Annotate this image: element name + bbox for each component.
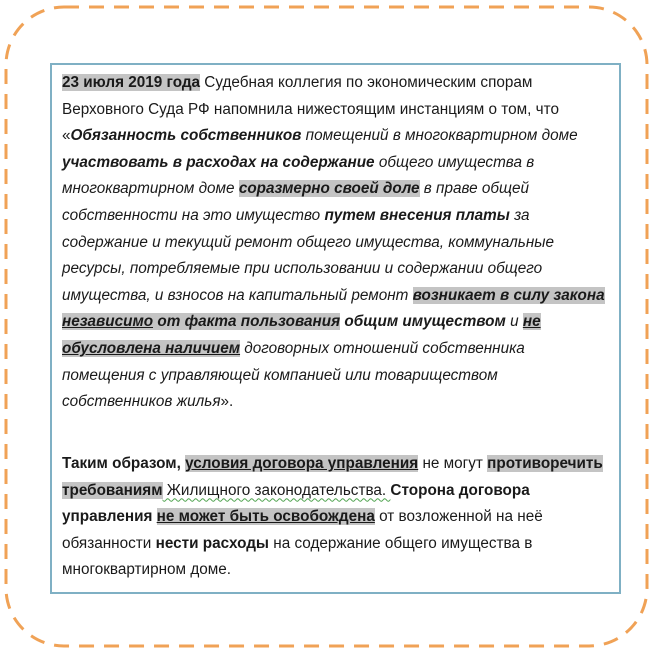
text-run: не могут bbox=[418, 455, 488, 472]
text-run-bold: Таким образом, bbox=[62, 455, 186, 472]
text-run-bold-italic: участвовать в расходах на содержание bbox=[62, 153, 375, 171]
text-run-italic: и bbox=[505, 313, 523, 331]
text-run-bold-italic: Обязанность собственников bbox=[70, 127, 302, 145]
text-run-bold: Сторона договора управления bbox=[62, 481, 530, 526]
text-run: Жилищного законодательства. bbox=[162, 481, 391, 499]
text-run-italic: общего имущества в многоквартирном доме bbox=[62, 153, 535, 198]
highlight-proportional-share: соразмерно своей доле bbox=[238, 180, 420, 198]
highlight-contradict-requirements: противоречить требованиям bbox=[62, 455, 603, 499]
highlight-not-conditioned: не обусловлена наличием bbox=[62, 313, 541, 357]
date-highlight: 23 июля 2019 года bbox=[62, 74, 201, 91]
text-run-bold-italic: общим имуществом bbox=[340, 313, 506, 331]
text-run: на содержание общего имущества в многоквартирном доме. bbox=[62, 534, 533, 579]
paragraph-conclusion bbox=[62, 451, 607, 584]
highlight-cannot-be-released: не может быть освобождена bbox=[156, 508, 375, 526]
text-run-italic: в праве общей собственности на это имущество bbox=[62, 180, 530, 224]
text-run: от возложенной на неё обязанности bbox=[62, 508, 543, 552]
text-run-bold: нести расходы bbox=[155, 534, 269, 552]
highlight-fact-of-use: от факта пользования bbox=[153, 313, 341, 331]
text-run: ». bbox=[220, 393, 234, 411]
paragraph-court-ruling bbox=[62, 70, 607, 416]
highlight-independently: независимо bbox=[62, 313, 154, 331]
text-run-bold-italic: путем внесения платы bbox=[324, 206, 510, 224]
highlight-management-contract: условия договора управления bbox=[185, 455, 419, 472]
text-run-italic: за содержание и текущий ремонт общего имущества, коммунальные ресурсы, потребляемые при использовании и содержании общего имущества, и взносов на капитальный ремонт bbox=[62, 206, 555, 304]
highlight-arises-by-law: возникает в силу закона bbox=[412, 286, 605, 304]
text-run: Судебная коллегия по экономическим спорам Верховного Суда РФ напомнила нижестоящим инстанциям о том, что « bbox=[62, 74, 559, 145]
text-run-italic: помещений в многоквартирном доме bbox=[301, 127, 578, 145]
text-run-italic: договорных отношений собственника помещения с управляющей компанией или товариществом собственников жилья bbox=[62, 339, 525, 411]
